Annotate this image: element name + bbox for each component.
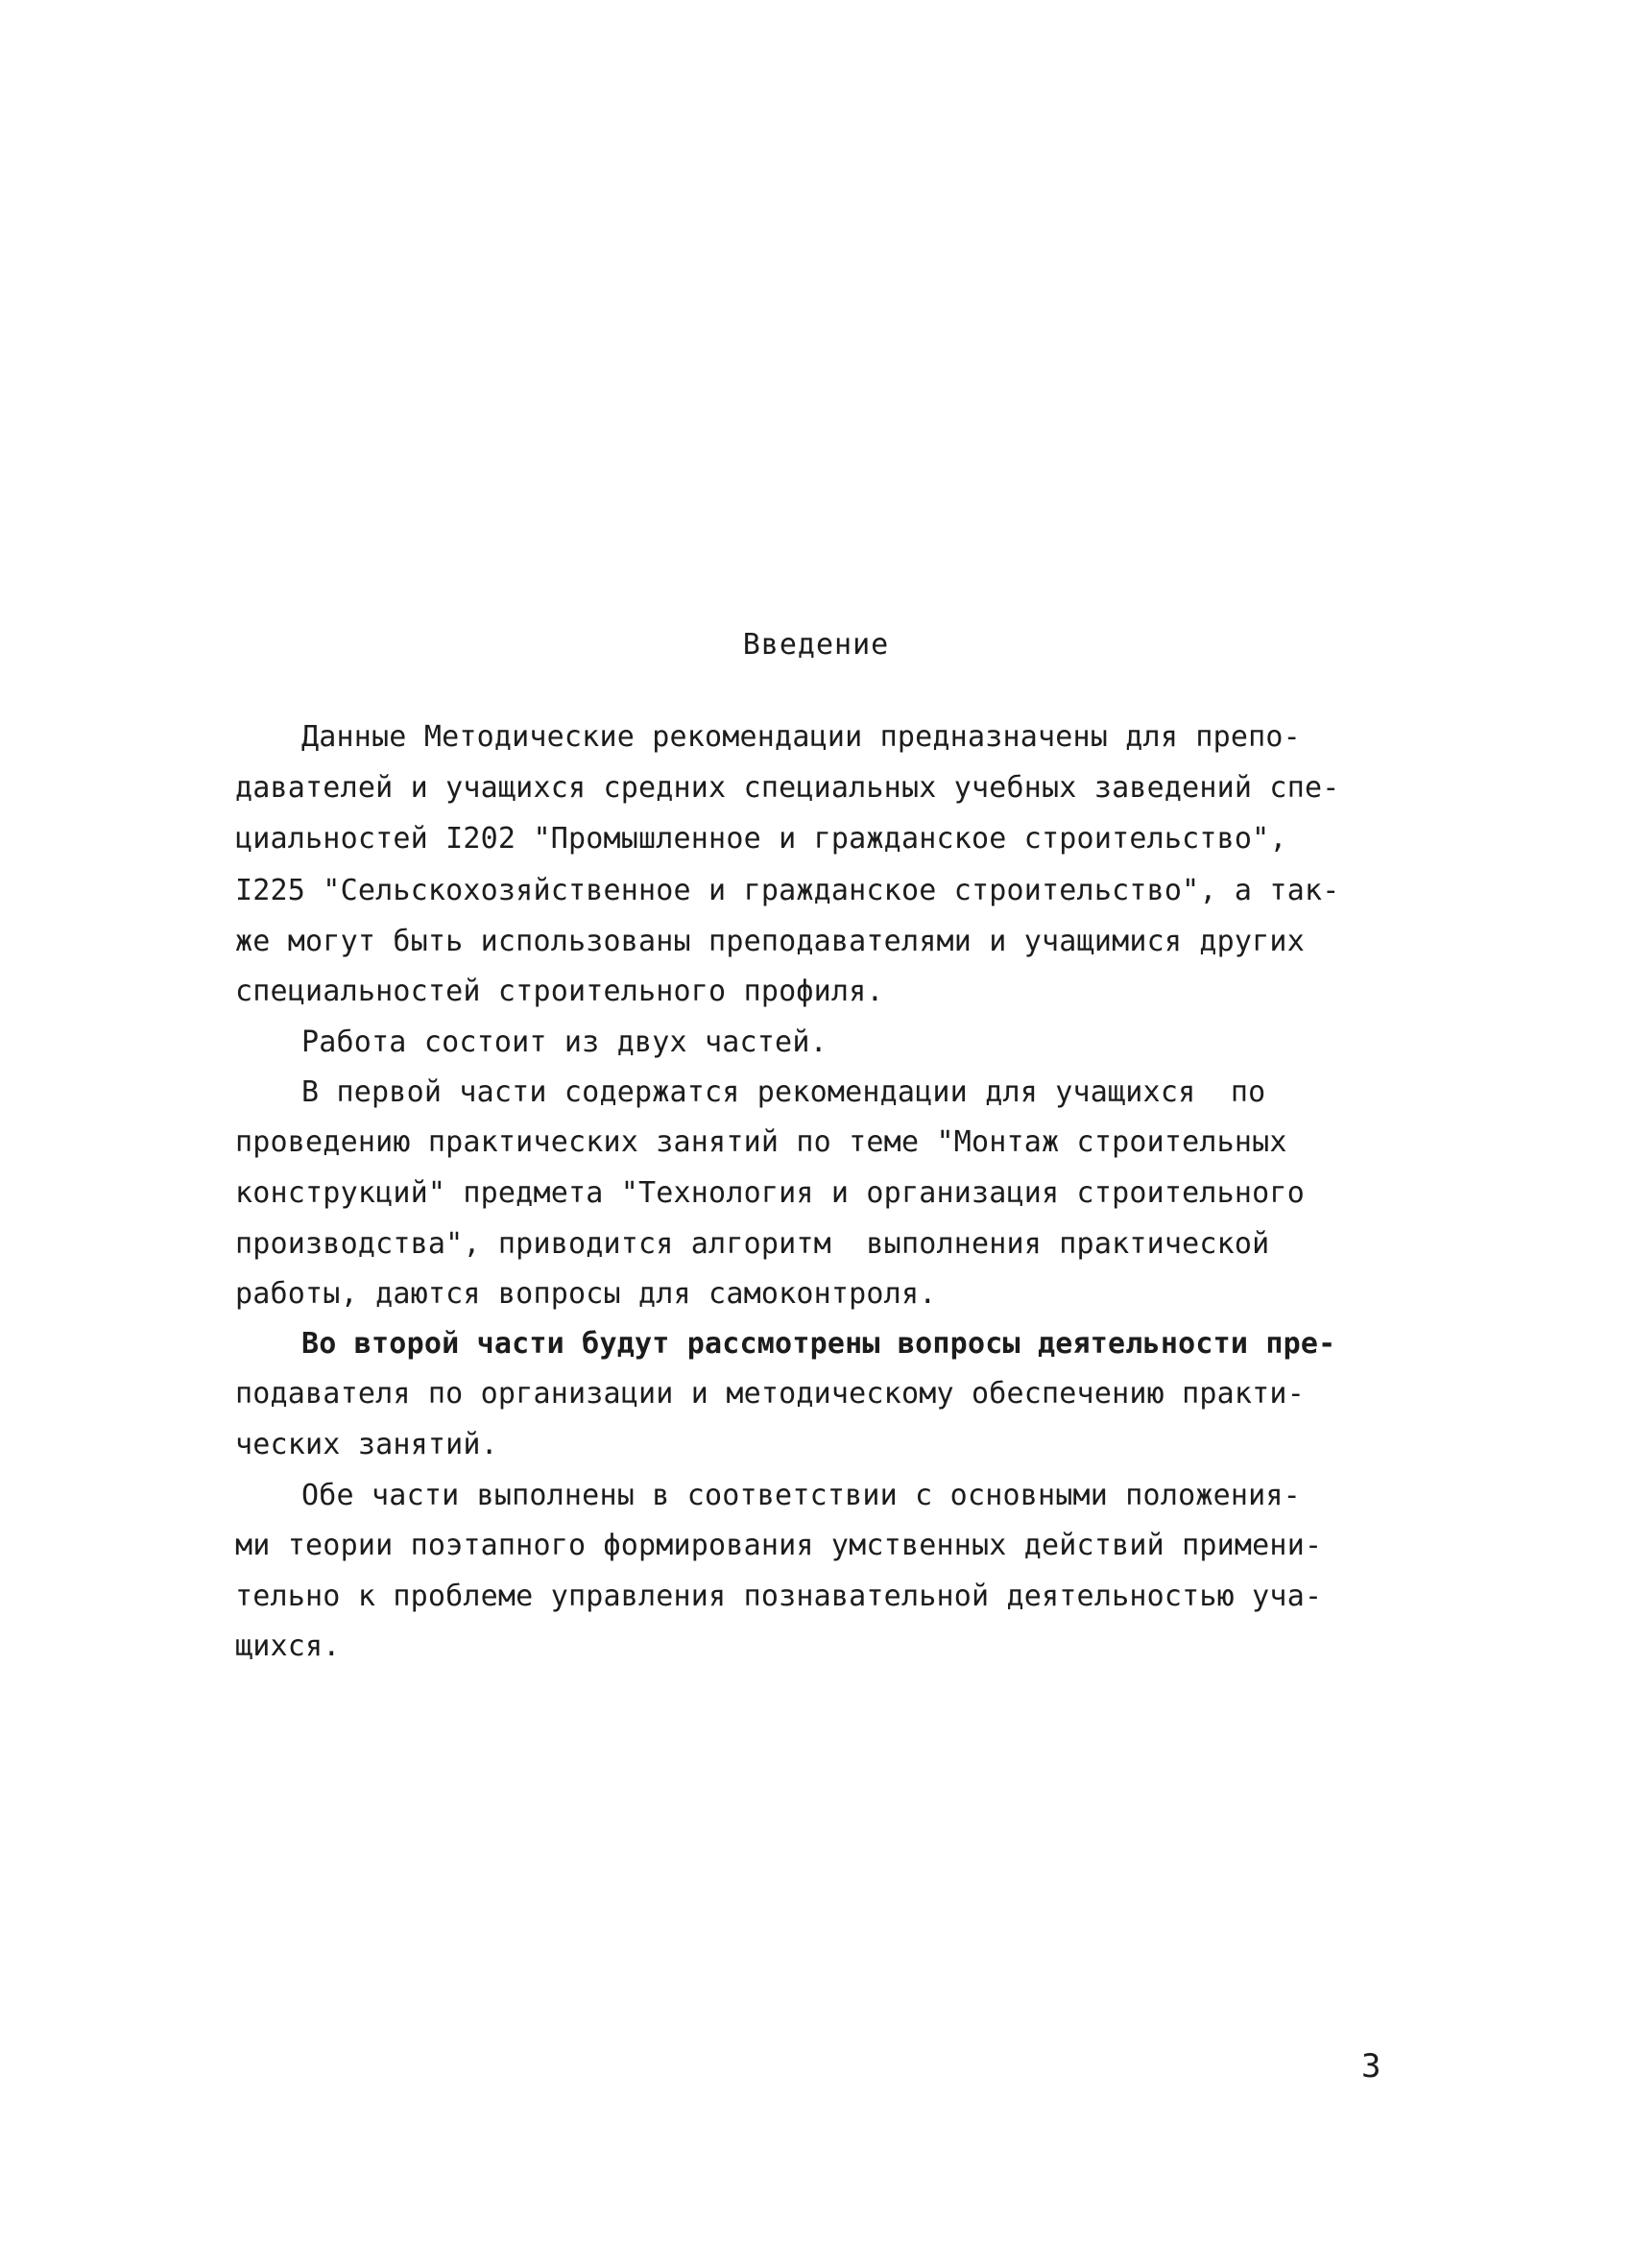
text-line: В первой части содержатся рекомендации для учащихся по — [301, 1075, 1266, 1109]
text-line: Обе части выполнены в соответствии с основными положения- — [301, 1479, 1301, 1512]
text-line: Во второй части будут рассмотрены вопросы деятельности пре- — [301, 1327, 1336, 1361]
text-line: давателей и учащихся средних специальных учебных заведений спе- — [235, 771, 1340, 805]
text-line: конструкций" предмета "Технология и организация строительного — [235, 1176, 1305, 1210]
text-line: Работа состоит из двух частей. — [301, 1025, 828, 1059]
text-line: Данные Методические рекомендации предназначены для препо- — [301, 720, 1301, 754]
text-line: проведению практических занятий по теме "Монтаж строительных — [235, 1125, 1287, 1159]
text-line: подавателя по организации и методическому обеспечению практи- — [235, 1377, 1305, 1411]
text-line: специальностей строительного профиля. — [235, 975, 884, 1008]
text-line: ми теории поэтапного формирования умственных действий примени- — [235, 1529, 1323, 1562]
page-heading: Введение — [742, 628, 890, 662]
text-line: же могут быть использованы преподавателями и учащимися других — [235, 925, 1305, 958]
text-line: циальностей I202 "Промышленное и гражданское строительство", — [235, 822, 1287, 856]
text-line: работы, даются вопросы для самоконтроля. — [235, 1277, 937, 1311]
text-line: I225 "Сельскохозяйственное и гражданское строительство", а так- — [235, 874, 1340, 907]
text-line: щихся. — [235, 1629, 341, 1663]
text-line: ческих занятий. — [235, 1428, 498, 1461]
text-line: тельно к проблеме управления познавательной деятельностью уча- — [235, 1580, 1323, 1613]
text-line: производства", приводится алгоритм выполнения практической — [235, 1227, 1270, 1261]
page-number: 3 — [1361, 2047, 1381, 2086]
